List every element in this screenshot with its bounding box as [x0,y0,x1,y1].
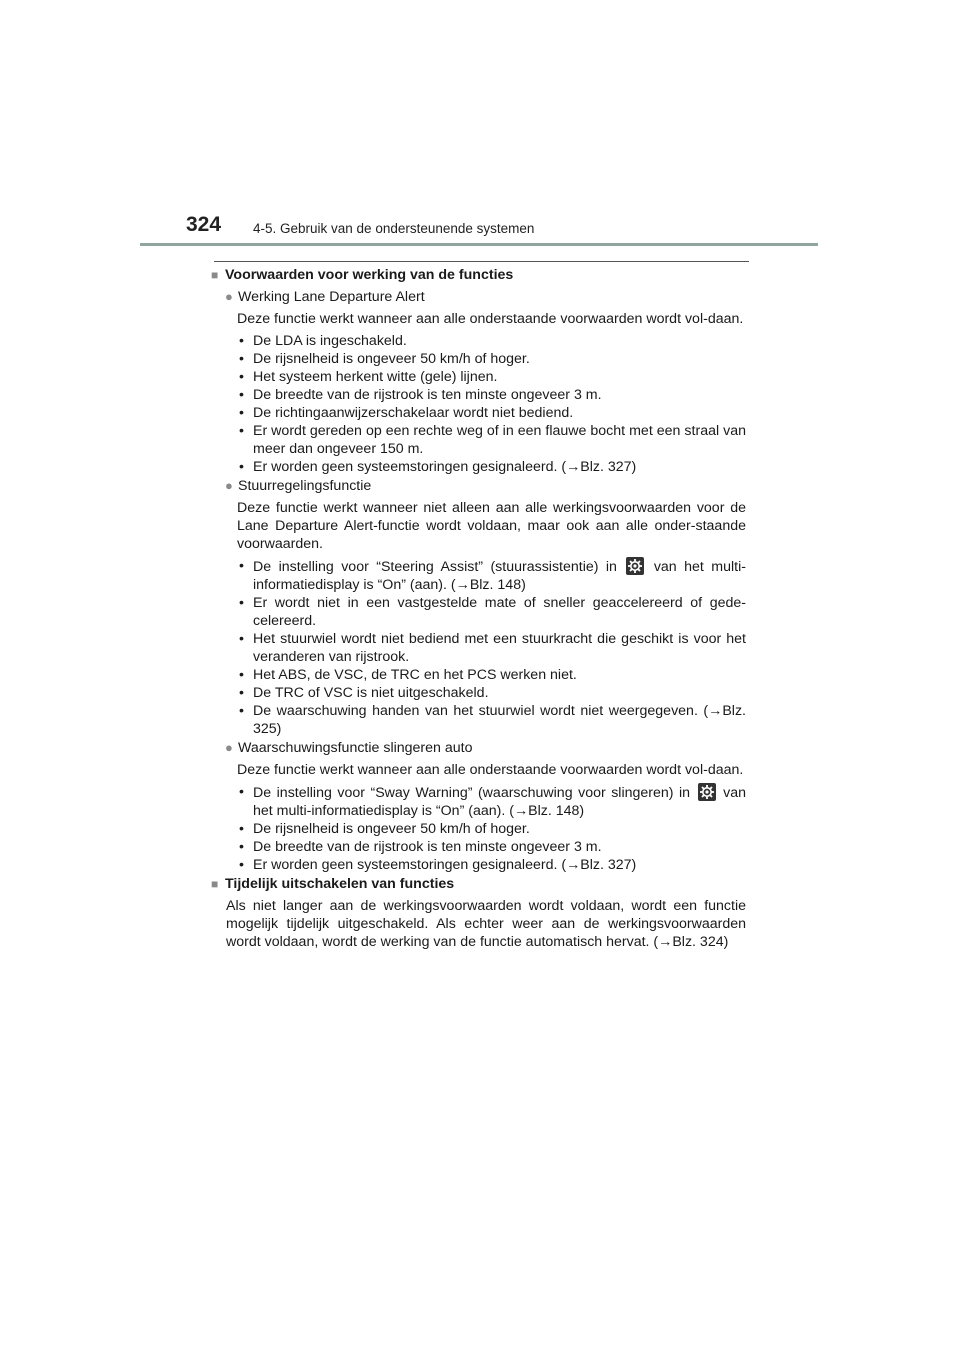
bullet-item: • De breedte van de rijstrook is ten minste ongeveer 3 m. [239,839,602,855]
bullet-item: • De rijsnelheid is ongeveer 50 km/h of hoger. [239,821,530,837]
paragraph: Als niet langer aan de werkingsvoorwaarden wordt voldaan, wordt een functie mogelijk tijdelijk uitgeschakeld. Als echter weer aan de werkingsvoorwaarden wordt voldaan, wordt de werking van de functie automatisch hervat. (→Blz. 324) [226,898,746,950]
subsection-heading [225,288,746,306]
bullet-item: • Het ABS, de VSC, de TRC en het PCS werken niet. [239,667,577,683]
bullet-item: • De TRC of VSC is niet uitgeschakeld. [239,685,489,701]
section-marker: ■ [211,268,219,282]
paragraph: Deze functie werkt wanneer niet alleen aan alle werkingsvoorwaarden voor de Lane Departure Alert-functie wordt voldaan, maar ook aan alle onder-staande voorwaarden. [237,500,746,552]
page-content [211,266,746,951]
subsection-marker: ● [225,478,233,493]
section-heading-text: Voorwaarden voor werking van de functies [225,267,514,283]
bullet-item: • De breedte van de rijstrook is ten minste ongeveer 3 m. [239,387,602,403]
page-number: 324 [186,213,222,236]
subsection-title: Waarschuwingsfunctie slingeren auto [238,740,473,756]
bullet-item: • Er wordt gereden op een rechte weg of in een flauwe bocht met een straal van meer dan ongeveer 150 m. [239,423,746,457]
bullet-item: • Er worden geen systeemstoringen gesignaleerd. (→Blz. 327) [239,857,637,873]
gear-icon [626,557,644,575]
bullet-item: • Er wordt niet in een vastgestelde mate of sneller geaccelereerd of gede-celereerd. [239,595,746,629]
bullet-list [237,557,746,738]
section-heading [211,875,746,893]
subsection-title: Stuurregelingsfunctie [238,478,372,494]
bullet-item: • Het stuurwiel wordt niet bediend met een stuurkracht die geschikt is voor het veranderen van rijstrook. [239,631,746,665]
subsection-heading [225,477,746,495]
bullet-item: • De LDA is ingeschakeld. [239,333,407,349]
bullet-item: • De instelling voor “Sway Warning” (waarschuwing voor slingeren) in van het multi-informatiedisplay is “On” (aan). (→Blz. 148) [239,784,746,819]
bullet-list [237,332,746,476]
gear-icon [698,783,716,801]
bullet-list [237,783,746,874]
subsection-heading [225,739,746,757]
bullet-item: • Er worden geen systeemstoringen gesignaleerd. (→Blz. 327) [239,459,637,475]
bullet-item: • De rijsnelheid is ongeveer 50 km/h of hoger. [239,351,530,367]
paragraph: Deze functie werkt wanneer aan alle onderstaande voorwaarden wordt vol-daan. [237,762,744,778]
bullet-item: • Het systeem herkent witte (gele) lijnen. [239,369,498,385]
chapter-title: 4-5. Gebruik van de ondersteunende systemen [253,221,535,236]
section-rule [214,261,749,262]
section-heading-text: Tijdelijk uitschakelen van functies [225,876,455,892]
paragraph: Deze functie werkt wanneer aan alle onderstaande voorwaarden wordt vol-daan. [237,311,744,327]
subsection-marker: ● [225,289,233,304]
header-rule [140,243,818,246]
section-marker: ■ [211,877,219,891]
bullet-item: • De waarschuwing handen van het stuurwiel wordt niet weergegeven. (→Blz. 325) [239,703,746,737]
bullet-item: • De richtingaanwijzerschakelaar wordt niet bediend. [239,405,574,421]
subsection-title: Werking Lane Departure Alert [238,289,425,305]
section-heading [211,266,746,284]
bullet-item: • De instelling voor “Steering Assist” (stuurassistentie) in van het multi-informatiedisplay is “On” (aan). (→Blz. 148) [239,558,746,593]
subsection-marker: ● [225,740,233,755]
